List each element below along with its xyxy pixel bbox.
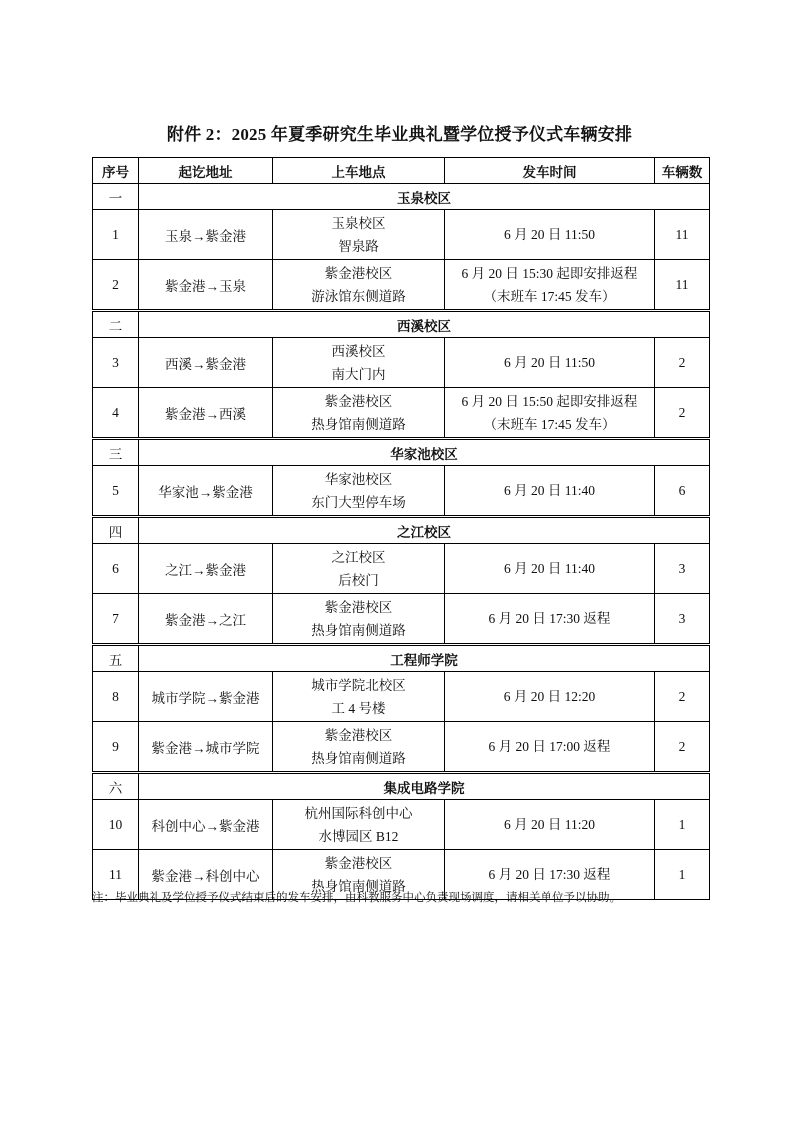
departure-time xyxy=(445,672,655,722)
departure-time-line: 6 月 20 日 11:50 xyxy=(504,227,595,242)
boarding-location-line: 热身馆南侧道路 xyxy=(311,622,406,638)
route: 城市学院→紫金港 xyxy=(139,672,273,722)
row-number: 8 xyxy=(93,672,139,722)
route: 华家池→紫金港 xyxy=(139,466,273,517)
row-number: 6 xyxy=(93,544,139,594)
section-name: 华家池校区 xyxy=(139,439,710,466)
header-row xyxy=(93,158,710,184)
departure-time-line: （末班车 17:45 发车） xyxy=(483,416,616,432)
footnote: 注：毕业典礼及学位授予仪式结束后的发车安排，由科教服务中心负责现场调度，请相关单位予以协助。 xyxy=(92,892,621,904)
section-number: 四 xyxy=(93,517,139,544)
table-row xyxy=(93,594,710,645)
section-row-integrated-circuits xyxy=(93,773,710,800)
departure-time-line: 6 月 20 日 17:00 返程 xyxy=(488,739,611,754)
header-route: 起讫地址 xyxy=(139,158,273,184)
boarding-location-line: 西溪校区 xyxy=(331,343,386,359)
vehicle-count: 2 xyxy=(655,722,710,773)
section-row-yuquan xyxy=(93,184,710,210)
boarding-location xyxy=(273,260,445,311)
departure-time-line: 6 月 20 日 11:50 xyxy=(504,355,595,370)
route: 之江→紫金港 xyxy=(139,544,273,594)
boarding-location xyxy=(273,672,445,722)
departure-time xyxy=(445,466,655,517)
document-title: 附件 2：2025 年夏季研究生毕业典礼暨学位授予仪式车辆安排 xyxy=(166,125,633,144)
route: 西溪→紫金港 xyxy=(139,338,273,388)
vehicle-count: 3 xyxy=(655,544,710,594)
section-row-xixi xyxy=(93,311,710,338)
departure-time xyxy=(445,544,655,594)
vehicle-schedule-table xyxy=(92,157,710,900)
boarding-location xyxy=(273,594,445,645)
departure-time xyxy=(445,210,655,260)
boarding-location-line: 游泳馆东侧道路 xyxy=(311,288,406,304)
vehicle-count: 11 xyxy=(655,210,710,260)
route: 紫金港→之江 xyxy=(139,594,273,645)
boarding-location-line: 之江校区 xyxy=(331,549,386,565)
departure-time xyxy=(445,260,655,311)
section-row-engineering-school xyxy=(93,645,710,672)
route: 科创中心→紫金港 xyxy=(139,800,273,850)
boarding-location xyxy=(273,466,445,517)
boarding-location-line: 紫金港校区 xyxy=(324,599,393,615)
boarding-location-line: 杭州国际科创中心 xyxy=(304,805,413,821)
row-number: 2 xyxy=(93,260,139,311)
vehicle-count: 2 xyxy=(655,388,710,439)
boarding-location-line: 水博园区 B12 xyxy=(318,828,399,844)
vehicle-count: 2 xyxy=(655,672,710,722)
vehicle-count: 2 xyxy=(655,338,710,388)
route: 玉泉→紫金港 xyxy=(139,210,273,260)
route: 紫金港→城市学院 xyxy=(139,722,273,773)
departure-time-line: 6 月 20 日 11:20 xyxy=(504,817,595,832)
boarding-location-line: 热身馆南侧道路 xyxy=(311,416,406,432)
departure-time-line: 6 月 20 日 17:30 返程 xyxy=(488,867,611,882)
table-row xyxy=(93,722,710,773)
boarding-location-line: 华家池校区 xyxy=(324,471,393,487)
boarding-location-line: 紫金港校区 xyxy=(324,727,393,743)
boarding-location-line: 玉泉校区 xyxy=(331,215,386,231)
boarding-location-line: 紫金港校区 xyxy=(324,265,393,281)
header-number: 序号 xyxy=(93,158,139,184)
boarding-location-line: 智泉路 xyxy=(338,238,379,254)
section-number: 五 xyxy=(93,645,139,672)
boarding-location-line: 后校门 xyxy=(338,572,379,588)
table-row xyxy=(93,338,710,388)
boarding-location-line: 热身馆南侧道路 xyxy=(311,878,406,894)
section-row-huajiachi xyxy=(93,439,710,466)
section-name: 集成电路学院 xyxy=(139,773,710,800)
departure-time xyxy=(445,388,655,439)
route: 紫金港→玉泉 xyxy=(139,260,273,311)
vehicle-count: 11 xyxy=(655,260,710,311)
departure-time-line: 6 月 20 日 12:20 xyxy=(503,689,596,704)
row-number: 10 xyxy=(93,800,139,850)
boarding-location-line: 热身馆南侧道路 xyxy=(311,750,406,766)
departure-time-line: 6 月 20 日 11:40 xyxy=(504,483,595,498)
section-name: 之江校区 xyxy=(139,517,710,544)
header-vehicle-count: 车辆数 xyxy=(655,158,710,184)
table-row xyxy=(93,260,710,311)
table-row xyxy=(93,544,710,594)
boarding-location-line: 城市学院北校区 xyxy=(311,677,406,693)
header-boarding-location: 上车地点 xyxy=(273,158,445,184)
departure-time-line: （末班车 17:45 发车） xyxy=(483,288,616,304)
row-number: 4 xyxy=(93,388,139,439)
departure-time-line: 6 月 20 日 17:30 返程 xyxy=(488,611,611,626)
boarding-location xyxy=(273,210,445,260)
departure-time xyxy=(445,800,655,850)
section-number: 二 xyxy=(93,311,139,338)
table-row xyxy=(93,388,710,439)
boarding-location-line: 紫金港校区 xyxy=(324,855,393,871)
departure-time-line: 6 月 20 日 15:30 起即安排返程 xyxy=(461,265,638,281)
table-row xyxy=(93,672,710,722)
row-number: 11 xyxy=(93,850,139,900)
table-row xyxy=(93,800,710,850)
table-row xyxy=(93,210,710,260)
departure-time-line: 6 月 20 日 15:50 起即安排返程 xyxy=(461,393,638,409)
boarding-location-line: 工 4 号楼 xyxy=(331,700,386,716)
row-number: 1 xyxy=(93,210,139,260)
row-number: 5 xyxy=(93,466,139,517)
row-number: 7 xyxy=(93,594,139,645)
boarding-location xyxy=(273,800,445,850)
section-name: 工程师学院 xyxy=(139,645,710,672)
section-name: 玉泉校区 xyxy=(139,184,710,210)
vehicle-count: 6 xyxy=(655,466,710,517)
departure-time-line: 6 月 20 日 11:40 xyxy=(504,561,595,576)
boarding-location-line: 紫金港校区 xyxy=(324,393,393,409)
vehicle-count: 1 xyxy=(655,850,710,900)
section-number: 一 xyxy=(93,184,139,210)
vehicle-count: 1 xyxy=(655,800,710,850)
boarding-location xyxy=(273,722,445,773)
departure-time xyxy=(445,594,655,645)
route: 紫金港→科创中心 xyxy=(139,850,273,900)
section-name: 西溪校区 xyxy=(139,311,710,338)
header-departure-time: 发车时间 xyxy=(445,158,655,184)
route: 紫金港→西溪 xyxy=(139,388,273,439)
boarding-location xyxy=(273,544,445,594)
boarding-location-line: 南大门内 xyxy=(331,366,386,382)
departure-time xyxy=(445,722,655,773)
boarding-location-line: 东门大型停车场 xyxy=(311,494,406,510)
table-row xyxy=(93,466,710,517)
section-number: 六 xyxy=(93,773,139,800)
vehicle-count: 3 xyxy=(655,594,710,645)
boarding-location xyxy=(273,338,445,388)
departure-time xyxy=(445,338,655,388)
row-number: 3 xyxy=(93,338,139,388)
row-number: 9 xyxy=(93,722,139,773)
section-number: 三 xyxy=(93,439,139,466)
section-row-zhijiang xyxy=(93,517,710,544)
boarding-location xyxy=(273,388,445,439)
